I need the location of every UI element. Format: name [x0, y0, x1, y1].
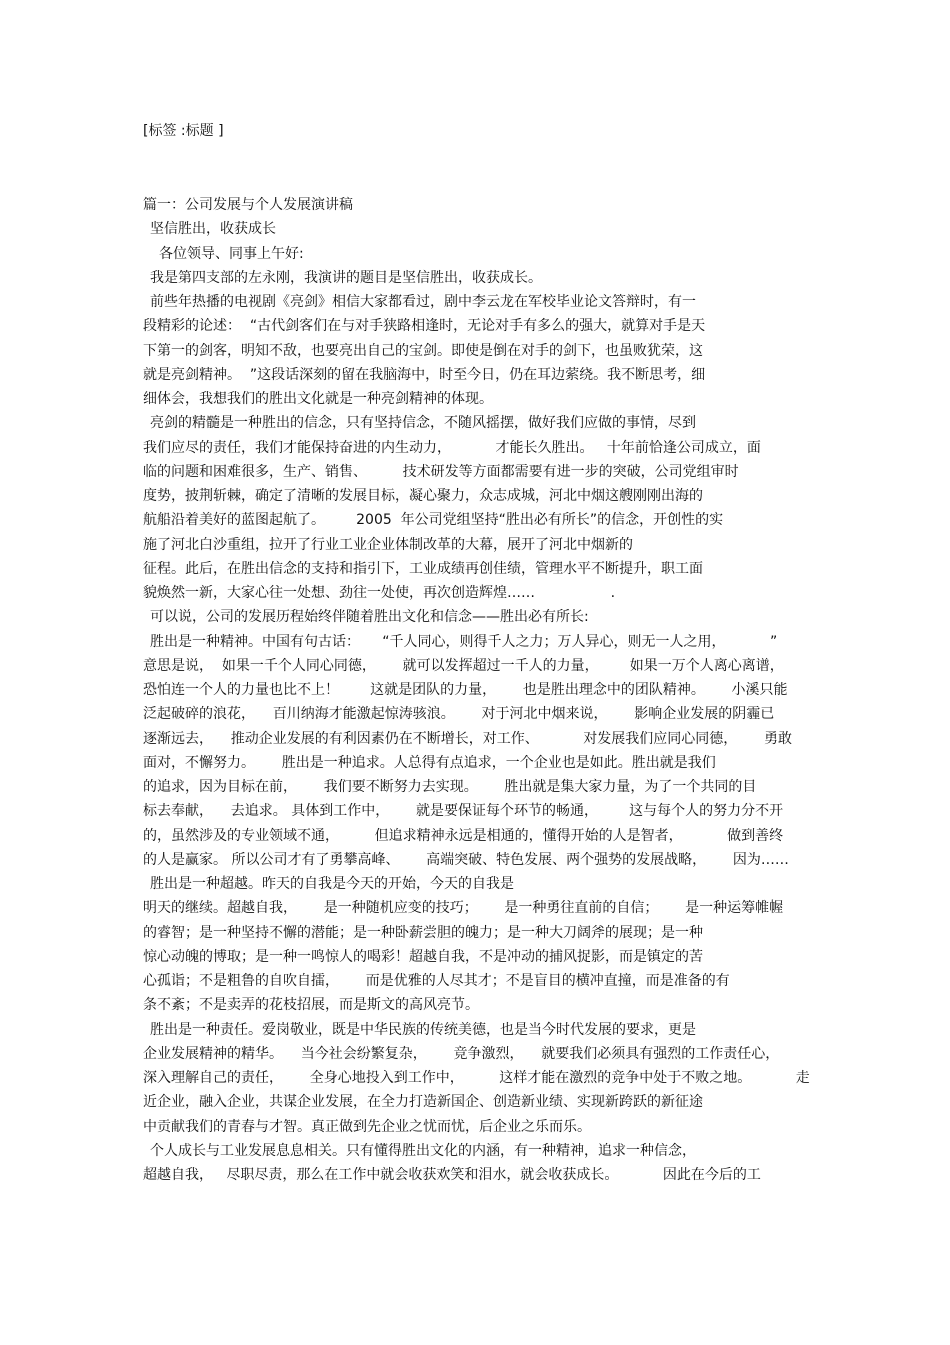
section-heading: 篇一：公司发展与个人发展演讲稿: [143, 197, 353, 213]
paragraph-line: 超越自我， 尽职尽责，那么在工作中就会收获欢笑和泪水，就会收获成长。 因此在今后的工: [143, 1167, 761, 1183]
paragraph-line: 恐怕连一个人的力量也比不上！ 这就是团队的力量， 也是胜出理念中的团队精神。 小溪只能: [143, 682, 788, 698]
paragraph-line: 胜出是一种精神。中国有句古话： “千人同心，则得千人之力；万人异心，则无一人之用， ”: [150, 633, 778, 650]
paragraph-line: 近企业，融入企业，共谋企业发展，在全力打造新国企、创造新业绩、实现新跨跃的新征途: [143, 1094, 703, 1111]
paragraph-line: 的睿智；是一种坚持不懈的潜能；是一种卧薪尝胆的魄力；是一种大刀阔斧的展现；是一种: [143, 924, 703, 941]
paragraph-line: 心孤诣；不是粗鲁的自吹自擂， 而是优雅的人尽其才；不是盲目的横冲直撞，而是准备的有: [143, 973, 730, 989]
paragraph-line: 我们应尽的责任，我们才能保持奋进的内生动力， 才能长久胜出。 十年前恰逢公司成立，面: [143, 439, 761, 456]
paragraph-line: 度势，披荆斩棘，确定了清晰的发展目标，凝心聚力，众志成城，河北中烟这艘刚刚出海的: [143, 488, 703, 504]
paragraph-line: 中贡献我们的青春与才智。真正做到先企业之忧而忧，后企业之乐而乐。: [143, 1118, 591, 1135]
speech-title: 坚信胜出，收获成长: [150, 221, 276, 238]
paragraph-line: 我是第四支部的左永刚，我演讲的题目是坚信胜出，收获成长。: [150, 269, 542, 286]
paragraph-line: 胜出是一种责任。爱岗敬业，既是中华民族的传统美德，也是当今时代发展的要求，更是: [150, 1021, 696, 1038]
paragraph-line: 段精彩的论述： “古代剑客们在与对手狭路相逢时，无论对手有多么的强大，就算对手是天: [143, 318, 706, 335]
paragraph-line: 明天的继续。超越自我， 是一种随机应变的技巧； 是一种勇往直前的自信； 是一种运筹帷幄: [143, 900, 784, 917]
paragraph-line: 的，虽然涉及的专业领域不通， 但追求精神永远是相通的，懂得开始的人是智者， 做到善终: [143, 827, 784, 844]
paragraph-line: 企业发展精神的精华。 当今社会纷繁复杂， 竞争激烈， 就要我们必须具有强烈的工作责任心，: [143, 1045, 780, 1062]
greeting-line: 各位领导、同事上午好:: [159, 245, 304, 262]
paragraph-line: 亮剑的精髓是一种胜出的信念，只有坚持信念，不随风摇摆，做好我们应做的事情，尽到: [150, 415, 696, 432]
tag-label: [标签 :标题 ]: [143, 123, 224, 139]
paragraph-line: 施了河北白沙重组，拉开了行业工业企业体制改革的大幕，展开了河北中烟新的: [143, 536, 633, 553]
paragraph-line: 面对，不懈努力。 胜出是一种追求。人总得有点追求，一个企业也是如此。胜出就是我们: [143, 754, 716, 771]
paragraph-line: 深入理解自己的责任， 全身心地投入到工作中， 这样才能在激烈的竞争中处于不败之地。 走: [143, 1070, 810, 1086]
paragraph-line: 标去奉献， 去追求。 具体到工作中， 就是要保证每个环节的畅通， 这与每个人的努力分不开: [143, 803, 784, 820]
document-body: [143, 193, 818, 1187]
paragraph-line: 泛起破碎的浪花， 百川纳海才能激起惊涛骇浪。 对于河北中烟来说， 影响企业发展的阴霾已: [143, 706, 775, 723]
paragraph-line: 条不紊；不是卖弄的花枝招展，而是斯文的高风亮节。: [143, 997, 479, 1014]
paragraph-line: 可以说，公司的发展历程始终伴随着胜出文化和信念——胜出必有所长:: [150, 609, 589, 626]
paragraph-line: 惊心动魄的博取；是一种一鸣惊人的喝彩！超越自我，不是冲动的捕风捉影，而是镇定的苦: [143, 948, 703, 965]
paragraph-line: 征程。此后，在胜出信念的支持和指引下，工业成绩再创佳绩，管理水平不断提升，职工面: [143, 560, 703, 577]
paragraph-line: 临的问题和困难很多，生产、销售、 技术研发等方面都需要有进一步的突破，公司党组审时: [143, 463, 739, 480]
paragraph-line: 个人成长与工业发展息息相关。只有懂得胜出文化的内涵，有一种精神，追求一种信念，: [150, 1142, 696, 1159]
paragraph-line: 的追求，因为目标在前， 我们要不断努力去实现。 胜出就是集大家力量，为了一个共同的目: [143, 779, 757, 795]
paragraph-line: 的人是赢家。 所以公司才有了勇攀高峰、 高端突破、特色发展、两个强势的发展战略， 因为……: [143, 851, 789, 868]
paragraph-line: 胜出是一种超越。昨天的自我是今天的开始，今天的自我是: [150, 876, 514, 892]
paragraph-line: 貌焕然一新，大家心往一处想、劲往一处使，再次创造辉煌…… .: [143, 585, 616, 601]
paragraph-line: 就是亮剑精神。 ”这段话深刻的留在我脑海中，时至今日，仍在耳边萦绕。我不断思考，细: [143, 366, 706, 383]
paragraph-line: 意思是说， 如果一千个人同心同德， 就可以发挥超过一千人的力量， 如果一万个人离心离谱，: [143, 657, 784, 674]
paragraph-line: 下第一的剑客，明知不敌，也要亮出自己的宝剑。即使是倒在对手的剑下，也虽败犹荣，这: [143, 342, 703, 359]
paragraph-line: 逐渐远去， 推动企业发展的有利因素仍在不断增长，对工作、 对发展我们应同心同德， 勇敢: [143, 730, 793, 747]
paragraph-line: 航船沿着美好的蓝图起航了。 2005 年公司党组坚持“胜出必有所长”的信念，开创性的实: [143, 512, 724, 529]
paragraph-line: 细体会，我想我们的胜出文化就是一种亮剑精神的体现。: [143, 391, 493, 407]
paragraph-line: 前些年热播的电视剧《亮剑》相信大家都看过，剧中李云龙在军校毕业论文答辩时，有一: [150, 294, 696, 310]
